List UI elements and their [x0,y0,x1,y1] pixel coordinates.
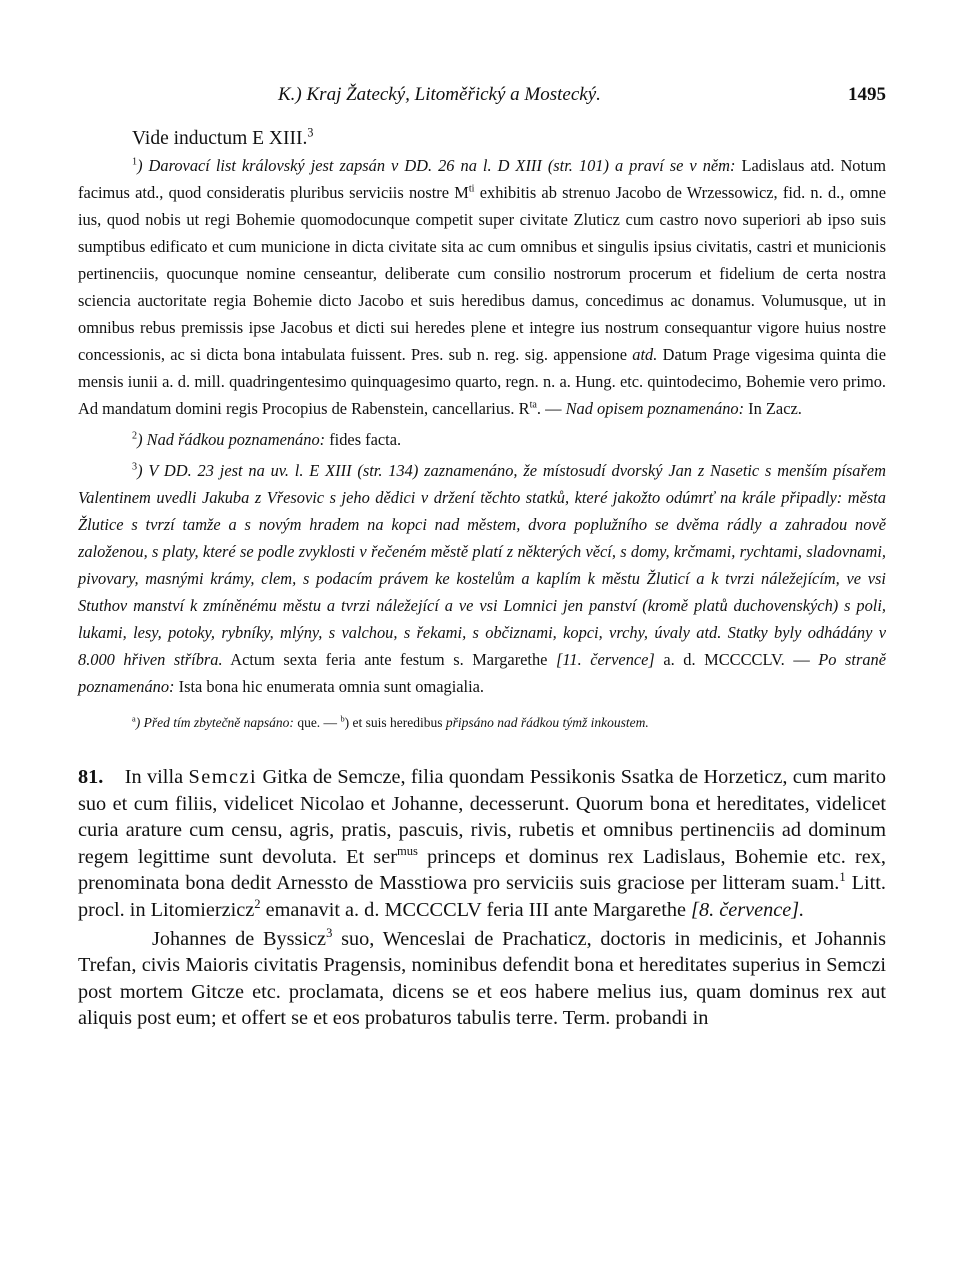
footnote-3-paragraph [78,457,886,700]
vide-text: Vide inductum E XIII. [132,128,308,149]
note-b-italic: připsáno nad řádkou týmž inkoustem. [445,715,649,730]
footnote-3-italic: ) V DD. 23 jest na uv. l. E XIII (str. 134) zaznamenáno, že místosudí dvorský Jan z Nasetic s menším písařem Valentinem uvedli Jakuba z Vřesovic s jeho dědici v držení těchto statků, které jakožto odúmrť na krále připadly: města Žlutice s tvrzí tamže a s novým hradem na kopci nad městem, dvora poplužního se dvěma rádly a zahradou nově založenou, s platy, které se podle zvyklosti v řečeném městě platí z některých věcí, s domy, krčmami, rychtami, sladovnami, pivovary, masnými krámy, clem, s podacím právem ke kostelům a kaplím k městu Žluticí a k tvrzi náležejícím, ve vsi Stuthov manství k zmíněnému městu a tvrzi náležející a ve vsi Lomnici jen panství (kromě platů duchovenských) s poli, lukami, lesy, potoky, rybníky, mlýny, s valchou, s řekami, s občiznami, kopci, vrchy, úvaly atd. Statky byly odhádány v 8.000 hřiven stříbra. [78,461,886,669]
entry-81-sup-2: 2 [254,897,261,912]
footnote-2-italic: ) Nad řádkou poznamenáno: [137,430,326,449]
running-header [78,78,886,112]
header-title: K.) Kraj Žatecký, Litoměřický a Mostecký. [278,84,601,105]
page-number: 1495 [848,84,886,105]
footnote-1-sup-ta: ta [529,399,537,411]
entry-81-sup-mus: mus [396,844,418,859]
footnote-2 [78,426,886,453]
vide-footnote-ref: 3 [307,125,314,140]
footnote-1-text-c: exhibitis ab strenuo Jacobo de Wrzessowicz, fid. n. d., omne ius, quod nobis ut regi Bohemie quomodocunque competit super civitate Zluticz cum castro novo superiori ab ipso suis sumptibus edificato et cum municione in dicta civitate sita ac cum omnibus et singulis ipsius civitatis, castri et municionis pertinenciis, quocunque nomine censeantur, deliberate cum consilio nostrorum procerum et fidelium de certa nostra sciencia auctoritate regia Bohemie dicto Jacobo et suis heredibus damus, concedimus ac donamus. Volumusque, ut in omnibus rebus premissis ipse Jacobus et dicti sui heredes plene et integre ius nostrum consequantur vigore huius nostre concessionis, ac si dicta bona intabulata fuissent. Pres. sub n. reg. sig. appensione [78,183,886,364]
entry-81-text-d: emanavit a. d. MCCCCLV feria III ante Margarethe [260,898,692,921]
entry-81-paragraph-1 [78,764,886,924]
entry-81-date: [8. července]. [691,898,805,921]
vide-line [132,125,886,150]
footnote-3-text-d: Ista bona hic enumerata omnia sunt omagialia. [174,677,485,696]
footnote-1-italic: ) Darovací list královský jest zapsán v DD. 26 na l. D XIII (str. 101) a praví se v něm: [137,156,742,175]
note-b-text: ) et suis heredibus [344,715,446,730]
footnote-3-text-b: Actum sexta feria ante festum s. Margarethe [222,650,557,669]
entry-number: 81. [78,766,104,788]
footnote-1-text-g: In Zacz. [744,399,802,418]
footnote-1-text-f: Nad opisem poznamenáno: [565,399,745,418]
footnote-2-mark: 2 [132,430,138,442]
note-a-mark: a [132,714,136,724]
entry-81-paragraph-2 [78,926,886,1032]
entry-81-place: Semczi [188,766,258,788]
entry-81-text-a: Gitka de Semcze, filia quondam Pessikonis Ssatka de Horzeticz, cum marito suo et cum filiis, videlicet Nicolao et Johanne, decesserunt. Quorum bona et hereditates, videlicet curia arature cum censu, agris, pratis, pascuis, rivis, rubetis et omnibus pertinenciis ad dominum regem legittime sunt devoluta. Et ser [78,766,886,868]
entry-81-sup-1: 1 [839,870,846,885]
footnote-1-atd: atd. [632,345,658,364]
footnote-1 [78,152,886,422]
footnote-3 [78,457,886,700]
apparatus-notes [132,712,886,734]
footnote-3-mark: 3 [132,461,138,473]
entry-81-text-c: Litt. procl. in Litomierzicz [78,872,887,921]
footnote-1-text-e: . — [536,399,566,418]
entry-81-intro: In villa [124,766,189,788]
footnote-1-paragraph [78,152,886,422]
page [78,78,886,1032]
entry-81-sup-3: 3 [326,925,333,940]
footnote-1-text-b: Ladislaus atd. Notum facimus atd., quod consideratis pluribus serviciis nostre M [78,156,886,202]
entry-81-p2-b: suo, Wenceslai de Prachaticz, doctoris in medicinis, et Johannis Trefan, civis Maioris civitatis Pragensis, nominibus defendit bona et hereditates superius in Semczi post mortem Gitcze etc. proclamata, dicens se et eos habere melius ius, quam dominus rex aut aliquis post eum; et offert se et eos probaturos tabulis terre. Term. probandi in [78,927,886,1030]
entry-81-text-b: princeps et dominus rex Ladislaus, Bohemie etc. rex, prenominata bona dedit Arnessto de Masstiowa pro serviciis suis graciose per litteram suam. [78,845,886,895]
footnote-3-italic-c: Po straně poznamenáno: [78,650,886,696]
footnote-3-italic-b: [11. července] [556,650,655,669]
entry-81 [78,764,886,1032]
footnote-1-text-d: Datum Prage vigesima quinta die mensis iunii a. d. mill. quadringentesimo quinquagesimo quarto, regn. n. a. Hung. etc. quintodecimo, Bohemie vero primo. Ad mandatum domini regis Procopius de Rabenstein, cancellarius. R [78,345,887,418]
note-a-italic: ) Před tím zbytečně napsáno: [135,715,294,730]
footnote-1-sup-ti: ti [468,183,475,195]
note-b-mark: b [340,714,345,724]
footnote-3-text-c: a. d. MCCCCLV. — [654,650,819,669]
footnote-2-paragraph [78,426,886,453]
footnote-1-mark: 1 [132,156,138,168]
footnote-2-text: fides facta. [325,430,402,449]
entry-81-p2-a: Johannes de Byssicz [152,927,327,950]
note-a-text: que. — [293,715,341,730]
